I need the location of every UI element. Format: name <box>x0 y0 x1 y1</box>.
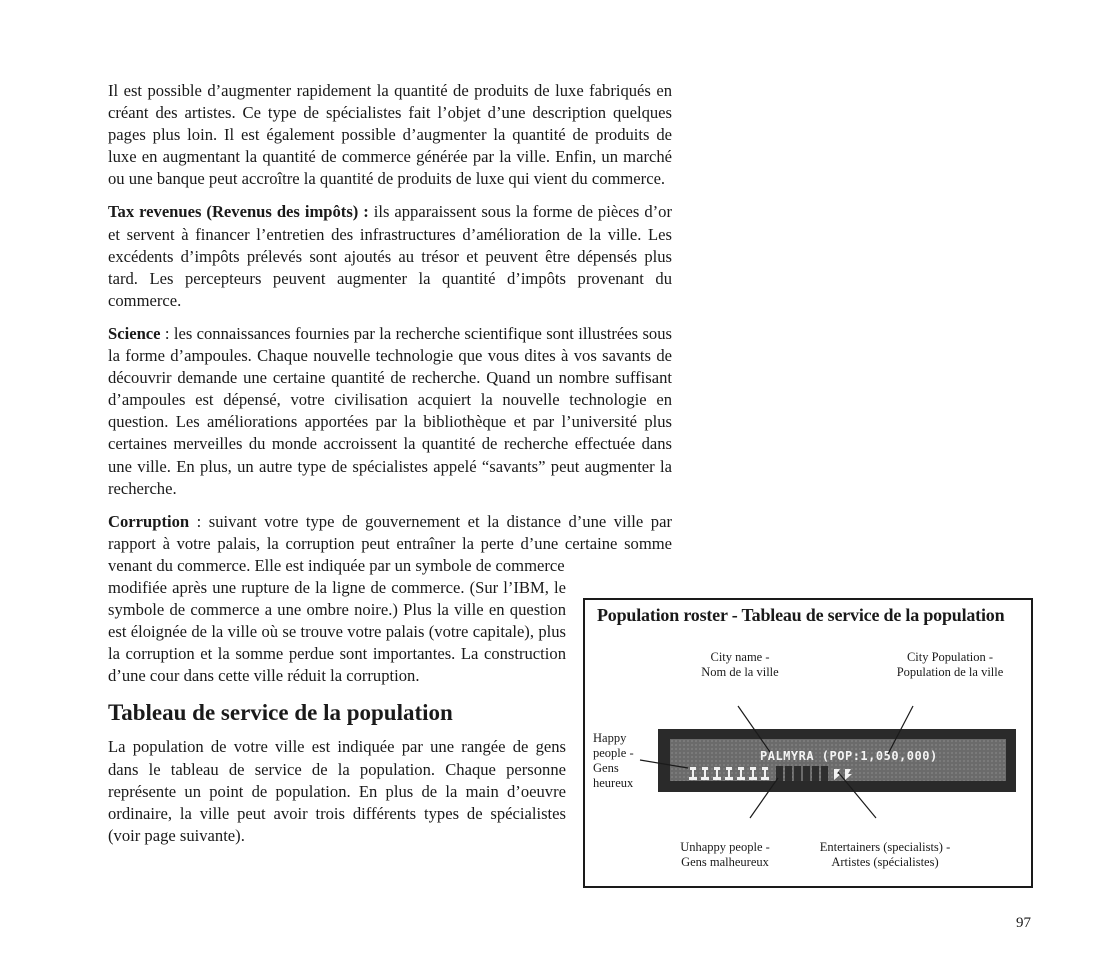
section-heading: Tableau de service de la population <box>108 700 453 726</box>
paragraph-roster: La population de votre ville est indiquée par une rangée de gens dans le tableau de service de la population. Chaque personne représente un point de population. En plus de la main d’oeuvre ordinaire, la ville peut avoir trois différents types de spécialistes (voir page suivante). <box>108 737 566 845</box>
paragraph-corruption-cont: modifiée après une rupture de la ligne de commerce. (Sur l’IBM, le symbole de commerce a une ombre noire.) Plus la ville en question est éloignée de la ville où se trouve votre palais (votre capitale), plus la corruption et la somme perdue sont importantes. La construction d’une cour dans cette ville réduit la corruption. <box>108 577 566 686</box>
label-entertainers-fr: Artistes (spécialistes) <box>831 855 939 869</box>
label-happy-line1: Happy <box>593 731 627 745</box>
label-city-population-en: City Population - <box>906 650 994 664</box>
term-corruption: Corruption <box>108 511 190 531</box>
page-number: 97 <box>1016 915 1031 931</box>
label-city-population-fr: Population de la ville <box>896 665 1004 679</box>
term-science: Science <box>108 323 161 343</box>
line-happy-people <box>640 760 688 768</box>
label-unhappy-fr: Gens malheureux <box>681 855 769 869</box>
line-city-name <box>738 706 770 752</box>
label-happy-line2: people - <box>593 746 634 760</box>
city-name-population-readout: PALMYRA (POP:1,050,000) <box>760 749 938 763</box>
line-city-population <box>888 706 913 754</box>
label-entertainers-en: Entertainers (specialists) - <box>819 840 951 854</box>
figure-title: Population roster - Tableau de service de la population <box>597 605 1005 625</box>
term-tax-revenues: Tax revenues (Revenus des impôts) : <box>108 202 369 222</box>
science-description: : les connaissances fournies par la recherche scientifique sont illustrées sous la forme d’ampoules. Chaque nouvelle technologie que vous dites à vos savants de découvrir demande une certaine quantité de recherche. Quand un nombre suffisant d’ampoules est dépensé, votre civilisation acquiert la nouvelle technologie en question. Les améliorations apportées par la bibliothèque et par l’université plus certaines merveilles du monde accroissent la quantité de recherche effectuée dans une ville. En plus, un autre type de spécialistes appelé “savants” peut augmenter la recherche. <box>108 323 672 498</box>
line-entertainers <box>838 772 876 818</box>
tax-description: ils apparaissent sous la forme de pièces d’or et servent à financer l’entretien des infrastructures d’amélioration de la ville. Les excédents d’impôts prélevés sont ajoutés au trésor et peuvent être dépensés plus tard. Les percepteurs peuvent augmenter la quantité d’impôts provenant du commerce. <box>108 202 672 310</box>
label-city-name-fr: Nom de la ville <box>701 665 779 679</box>
label-happy-line3: Gens <box>593 761 619 775</box>
line-unhappy-people <box>750 778 778 818</box>
label-happy-line4: heureux <box>593 776 634 790</box>
corruption-description-a: : suivant votre type de gouvernement et la distance d’une ville par rapport à votre palais, la corruption peut entraîner la perte d’une certaine somme venant du commerce. Elle est indiquée par un symbole de commerce <box>108 511 672 575</box>
label-unhappy-en: Unhappy people - <box>680 840 770 854</box>
label-city-name-en: City name - <box>710 650 770 664</box>
paragraph-luxury: Il est possible d’augmenter rapidement la quantité de produits de luxe fabriqués en créant des artistes. Ce type de spécialistes fait l’objet d’une description quelques pages plus loin. Il est également possible d’augmenter la quantité de produits de luxe en augmentant la quantité de commerce générée par la ville. Enfin, un marché ou une banque peut accroître la quantité de produits de luxe qui vient du commerce. <box>108 81 672 189</box>
